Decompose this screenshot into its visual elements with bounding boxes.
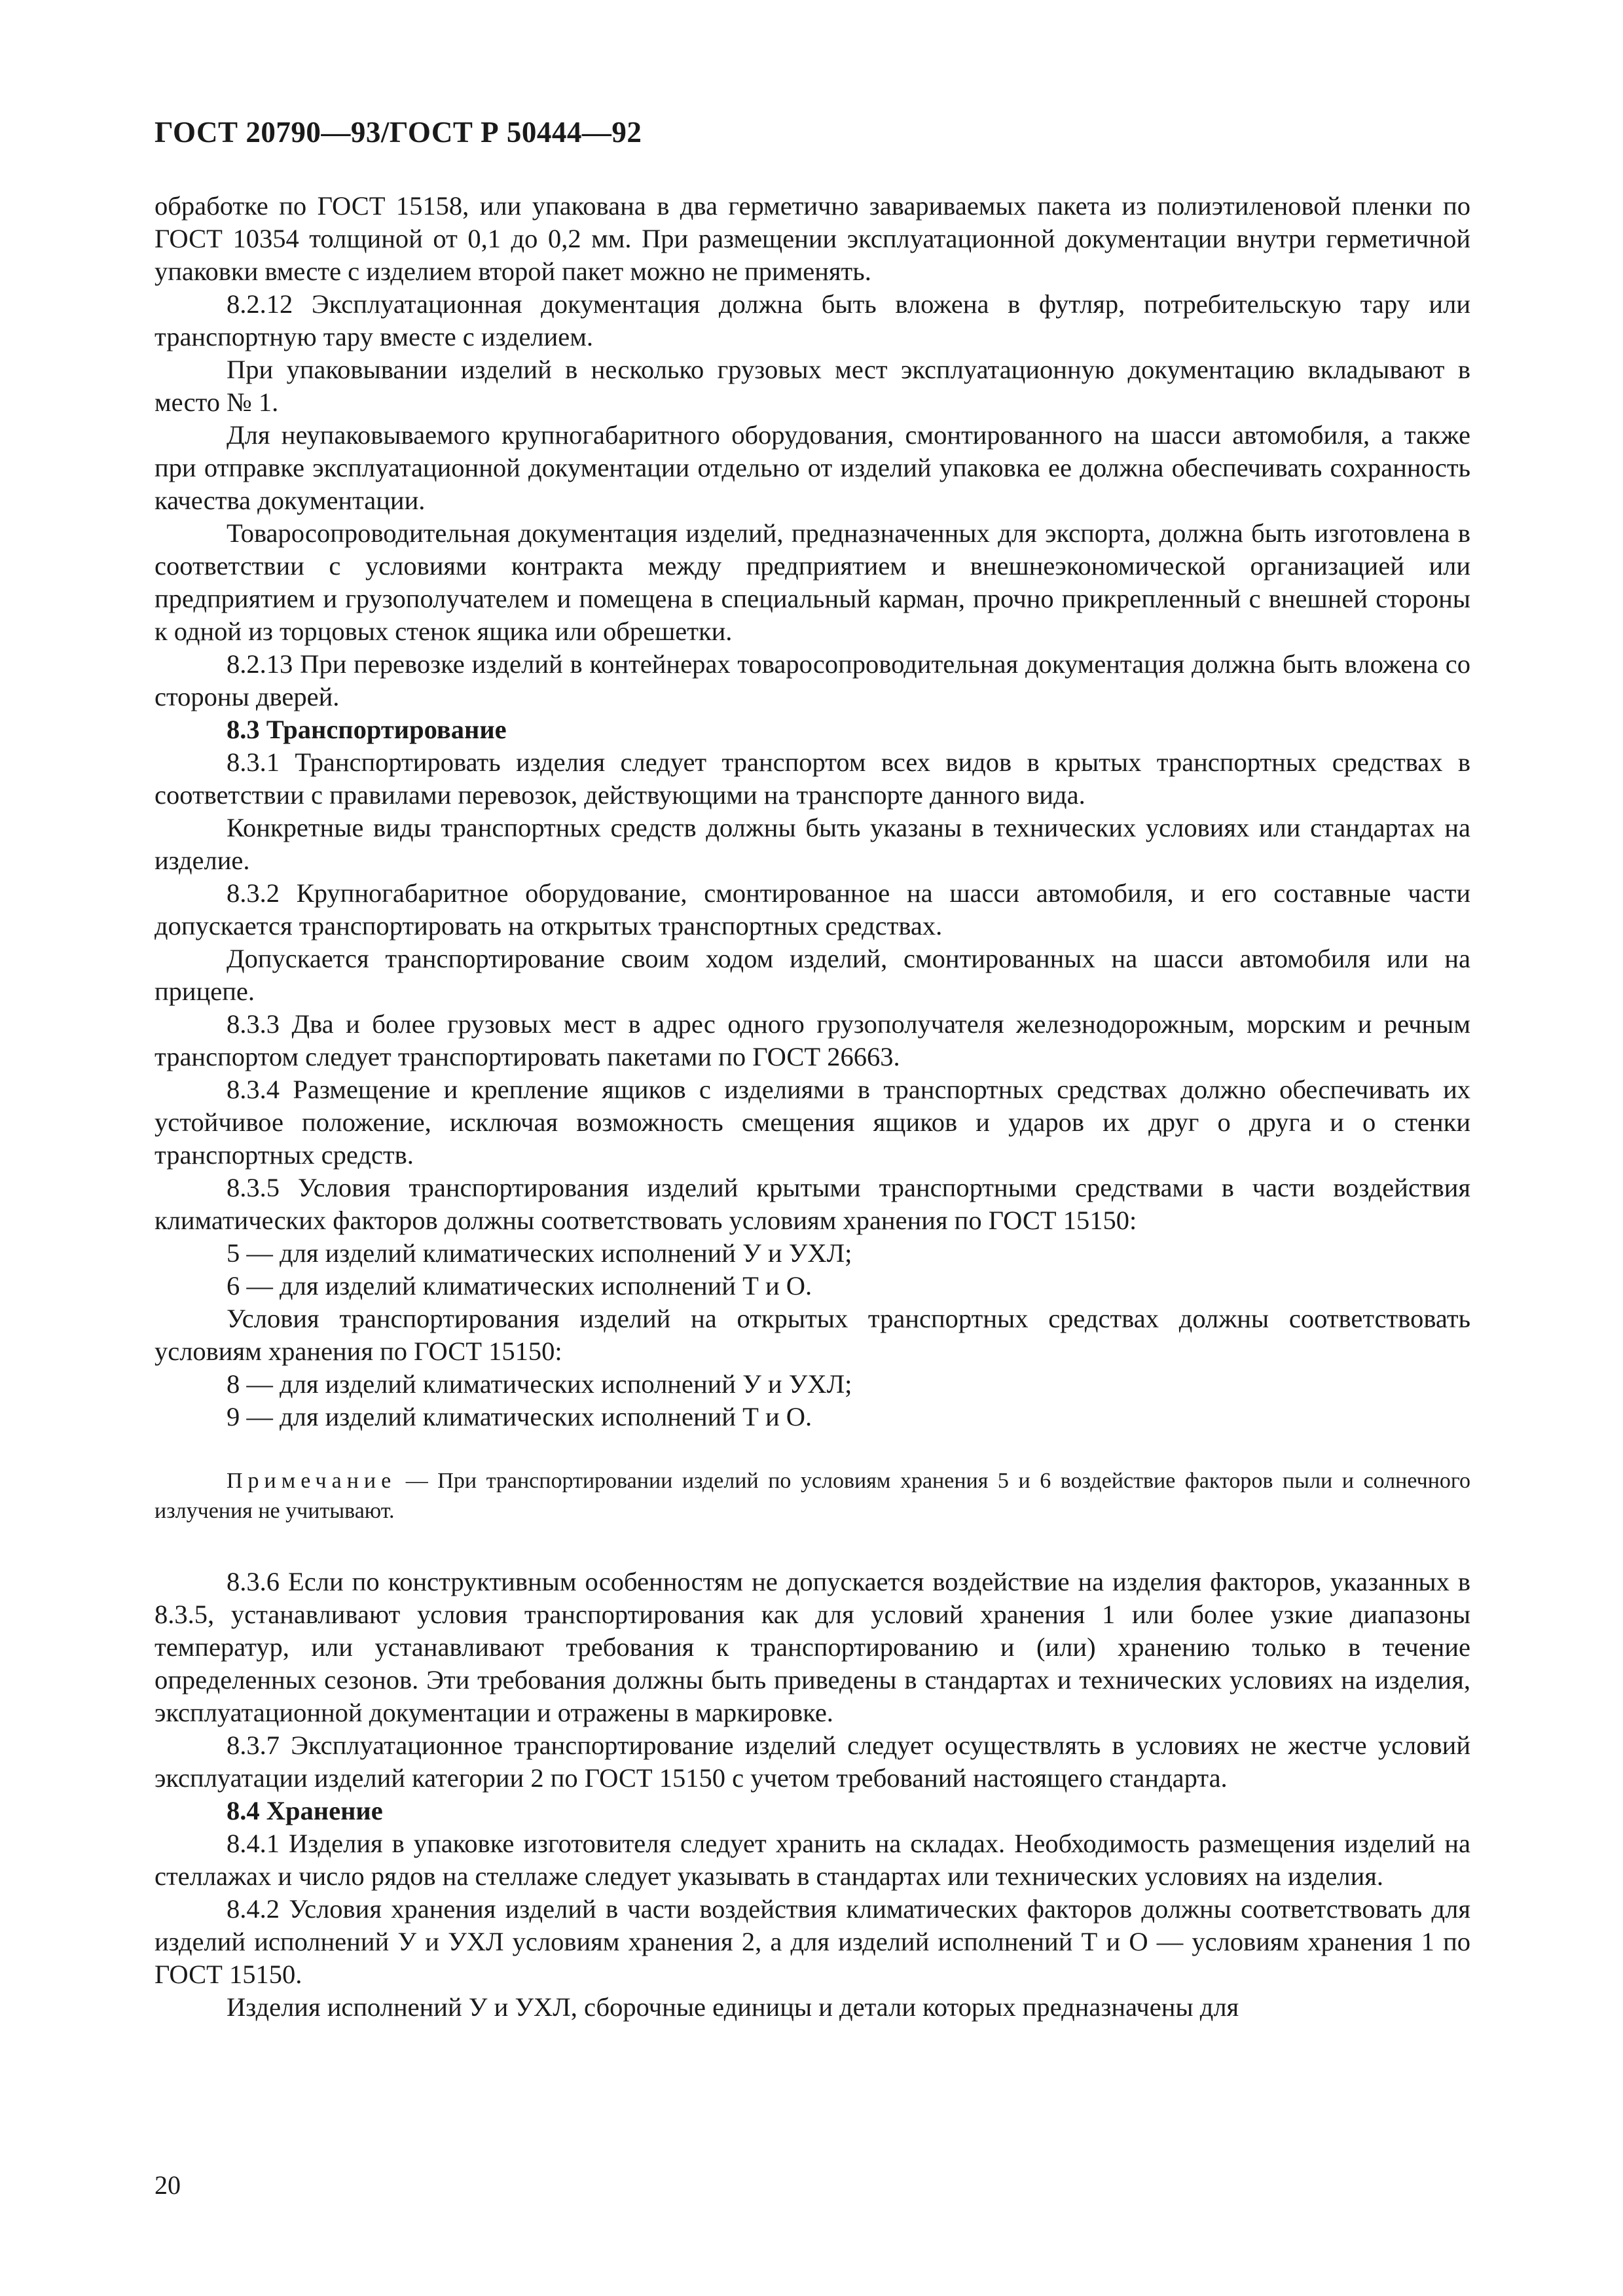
list-item: 6 — для изделий климатических исполнений Т и О. xyxy=(227,1271,812,1300)
paragraph: 8.4.1 Изделия в упаковке изготовителя следует хранить на складах. Необходимость размещения изделий на стеллажах и число рядов на стеллаже следует указывать в стандартах или технических условиях на изделия. xyxy=(155,1829,1470,1891)
paragraph: Изделия исполнений У и УХЛ, сборочные единицы и детали которых предназначены для xyxy=(227,1992,1239,2022)
paragraph: Конкретные виды транспортных средств должны быть указаны в технических условиях или стандартах на изделие. xyxy=(155,813,1470,875)
paragraph: 8.3.1 Транспортировать изделия следует транспортом всех видов в крытых транспортных средствах в соответствии с правилами перевозок, действующими на транспорте данного вида. xyxy=(155,747,1470,810)
paragraph: 8.2.12 Эксплуатационная документация должна быть вложена в футляр, потребительскую тару или транспортную тару вместе с изделием. xyxy=(155,289,1470,351)
paragraph: Допускается транспортирование своим ходом изделий, смонтированных на шасси автомобиля или на прицепе. xyxy=(155,944,1470,1006)
list-item: 8 — для изделий климатических исполнений У и УХЛ; xyxy=(227,1369,852,1399)
paragraph: Товаросопроводительная документация изделий, предназначенных для экспорта, должна быть изготовлена в соответствии с условиями контракта между предприятием и внешнеэкономической организацией или предприятием и грузополучателем и помещена в специальный карман, прочно прикрепленный с внешней стороны к одной из торцовых стенок ящика или обрешетки. xyxy=(155,518,1470,646)
paragraph: При упаковывании изделий в несколько грузовых мест эксплуатационную документацию вкладывают в место № 1. xyxy=(155,355,1470,417)
paragraph: 8.3.4 Размещение и крепление ящиков с изделиями в транспортных средствах должно обеспечивать их устойчивое положение, исключая возможность смещения ящиков и ударов их друг о друга и о стенки транспортных средств. xyxy=(155,1075,1470,1170)
paragraph: 8.4.2 Условия хранения изделий в части воздействия климатических факторов должны соответствовать для изделий исполнений У и УХЛ условиям хранения 2, а для изделий исполнений Т и О — условиям хранения 1 по ГОСТ 15150. xyxy=(155,1894,1470,1989)
paragraph: обработке по ГОСТ 15158, или упакована в два герметично завариваемых пакета из полиэтиленовой пленки по ГОСТ 10354 толщиной от 0,1 до 0,2 мм. При размещении эксплуатационной документации внутри герметичной упаковки вместе с изделием второй пакет можно не применять. xyxy=(155,191,1470,286)
note-label: Примечание xyxy=(227,1469,397,1493)
note xyxy=(155,1466,1470,1526)
paragraph: 8.3.7 Эксплуатационное транспортирование изделий следует осуществлять в условиях не жестче условий эксплуатации изделий категории 2 по ГОСТ 15150 с учетом требований настоящего стандарта. xyxy=(155,1731,1470,1793)
list-item: 5 — для изделий климатических исполнений У и УХЛ; xyxy=(227,1238,852,1268)
paragraph: 8.3.6 Если по конструктивным особенностям не допускается воздействие на изделия факторов, указанных в 8.3.5, устанавливают условия транспортирования как для условий хранения 1 или более узкие диапазоны температур, или устанавливают требования к транспортированию и (или) хранению только в течение определенных сезонов. Эти требования должны быть приведены в стандартах и технических условиях на изделия, эксплуатационной документации и отражены в маркировке. xyxy=(155,1567,1470,1727)
note-text: — При транспортировании изделий по условиям хранения 5 и 6 воздействие факторов пыли и солнечного излучения не учитывают. xyxy=(155,1469,1470,1523)
document-body xyxy=(155,190,1470,2024)
section-heading: 8.4 Хранение xyxy=(227,1796,383,1825)
section-heading: 8.3 Транспортирование xyxy=(227,715,507,744)
paragraph: 8.3.5 Условия транспортирования изделий крытыми транспортными средствами в части воздействия климатических факторов должны соответствовать условиям хранения по ГОСТ 15150: xyxy=(155,1173,1470,1235)
document-header: ГОСТ 20790—93/ГОСТ Р 50444—92 xyxy=(155,116,642,149)
paragraph: 8.3.3 Два и более грузовых мест в адрес одного грузополучателя железнодорожным, морским и речным транспортом следует транспортировать пакетами по ГОСТ 26663. xyxy=(155,1009,1470,1071)
paragraph: 8.3.2 Крупногабаритное оборудование, смонтированное на шасси автомобиля, и его составные части допускается транспортировать на открытых транспортных средствах. xyxy=(155,878,1470,941)
paragraph: 8.2.13 При перевозке изделий в контейнерах товаросопроводительная документация должна быть вложена со стороны дверей. xyxy=(155,649,1470,711)
paragraph: Для неупаковываемого крупногабаритного оборудования, смонтированного на шасси автомобиля, а также при отправке эксплуатационной документации отдельно от изделий упаковка ее должна обеспечивать сохранность качества документации. xyxy=(155,420,1470,515)
paragraph: Условия транспортирования изделий на открытых транспортных средствах должны соответствовать условиям хранения по ГОСТ 15150: xyxy=(155,1304,1470,1366)
page-number: 20 xyxy=(155,2170,181,2200)
list-item: 9 — для изделий климатических исполнений Т и О. xyxy=(227,1402,812,1431)
